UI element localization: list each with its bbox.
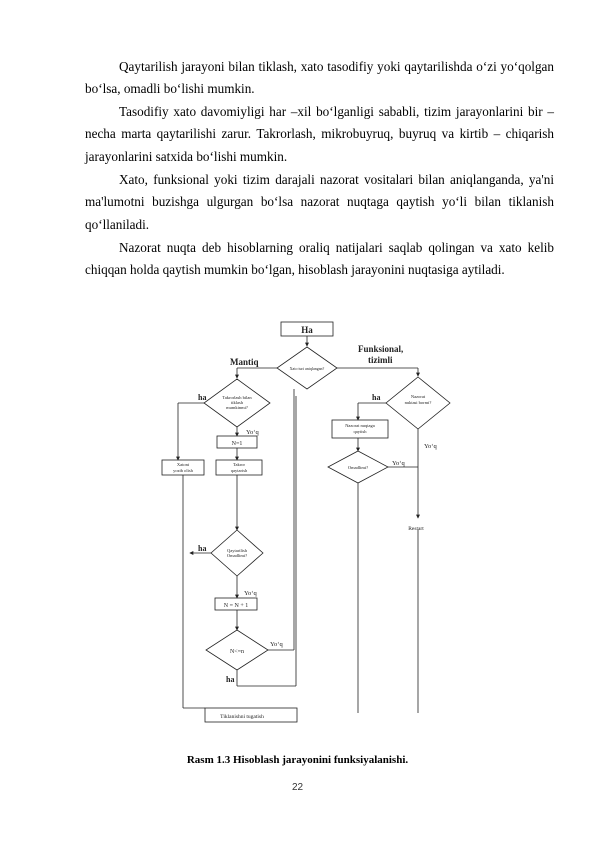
branch-left-label: Mantiq (230, 357, 259, 367)
box-increment-label: N = N + 1 (223, 603, 249, 609)
figure-caption: Rasm 1.3 Hisoblash jarayonini funksiyalanishi. (186, 754, 409, 766)
box-xaton-label-2: yozib olish (173, 468, 193, 473)
decision-repeat-label-3: mumkinmi? (226, 405, 248, 410)
box-n1-label: N=1 (231, 441, 243, 447)
decision-omadli-label: Omadlimi? (347, 465, 369, 470)
label-yoq-1: Yo‘q (246, 429, 259, 436)
branch-right-label-2: tizimli (368, 355, 393, 365)
label-yoq-5: Yo‘q (392, 460, 405, 467)
paragraph-4: Nazorat nuqta deb hisoblarning oraliq natijalari saqlab qolingan va xato kelib chiqqan holda qaytish mumkin bo‘lgan, hisoblash jarayonini nuqtasiga aytiladi. (85, 240, 554, 278)
decision-control-label-2: nuktasi bormi? (404, 400, 432, 405)
decision-main-label: Xato turi aniqlangan? (289, 366, 325, 371)
decision-control-label-1: Nazorat (410, 394, 426, 399)
label-ha-2: ha (198, 544, 207, 553)
label-yoq-4: Yo‘q (424, 443, 437, 450)
paragraph-1: Qaytarilish jarayoni bilan tiklash, xato tasodifiy yoki qaytarilishda o‘zi yo‘qolgan bo‘lsa, omadli bo‘lishi mumkin. (85, 59, 554, 97)
decision-success-label-2: Omadlimi? (226, 553, 248, 558)
decision-repeat-label-1: Takrorlash bilan (222, 395, 252, 400)
label-ha-3: ha (226, 675, 235, 684)
label-ha-4: ha (372, 393, 381, 402)
box-xaton-label-1: Xatoni (176, 462, 190, 467)
paragraph-3: Xato, funksional yoki tizim darajali nazorat vositalari bilan aniqlanganda, ya'ni ma'lumotni buzishga ulgurgan bo‘lsa nazorat nuqtaga qaytish yo‘li bilan tiklanish qo‘llaniladi. (85, 172, 554, 232)
label-yoq-2: Yo‘q (244, 590, 257, 597)
start-label: Ha (301, 325, 313, 335)
decision-success-label-1: Qaytarilish (227, 548, 247, 553)
decision-limit-label: N<=n (229, 649, 245, 655)
paragraph-2: Tasodifiy xato davomiyligi har –xil bo‘lganligi sababli, tizim jarayonlarini bir – necha marta qaytarilishi zarur. Takrorlash, mikrobuyruq, buyruq va kirtib – chiqarish jarayonlarini satxida bo‘lishi mumkin. (85, 104, 554, 164)
page-number: 22 (291, 782, 304, 793)
label-ha-1: ha (198, 393, 207, 402)
decision-repeat-label-2: tiklash (231, 400, 243, 405)
branch-right-label-1: Funksional, (358, 344, 404, 354)
box-return-label-1: Nazorat nuqtaga (345, 423, 375, 428)
label-yoq-3: Yo‘q (270, 641, 283, 648)
box-return-label-2: qaytish (353, 429, 367, 434)
box-takror-label-2: qaytarish (230, 468, 248, 473)
flowchart (160, 318, 460, 740)
box-end-label: Tiklanishni tugatish (220, 714, 264, 720)
box-restart-label: Restart (408, 526, 424, 532)
box-takror-label-1: Takror (233, 462, 245, 467)
